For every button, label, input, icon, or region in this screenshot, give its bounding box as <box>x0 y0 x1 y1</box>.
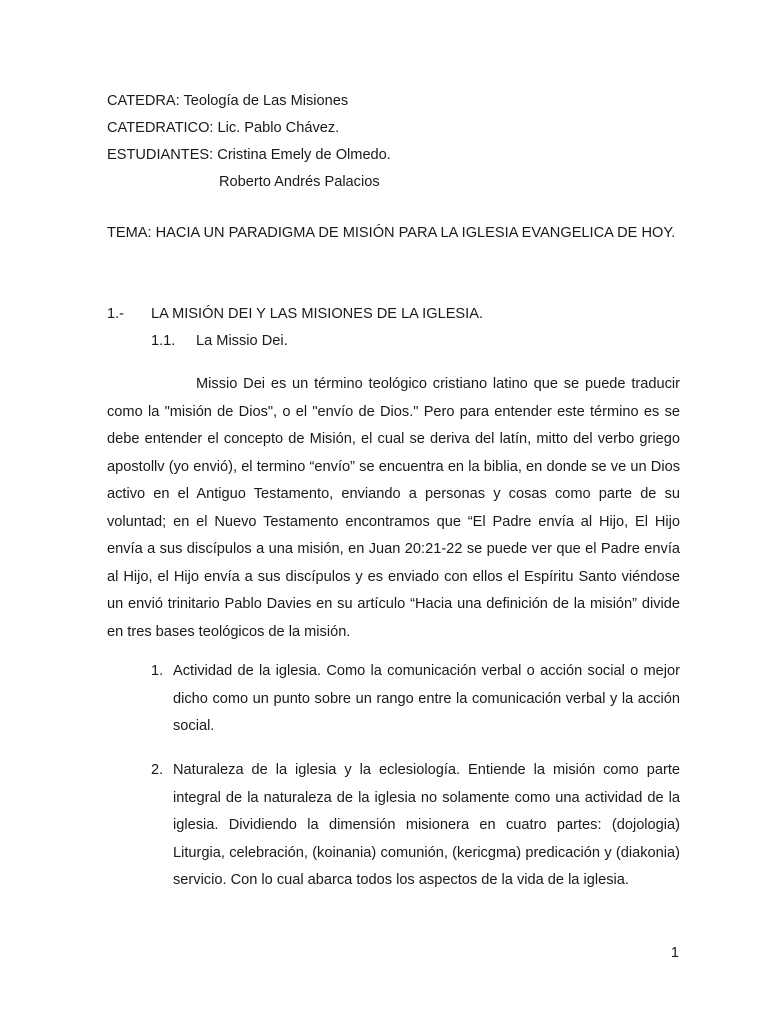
section-title: LA MISIÓN DEI Y LAS MISIONES DE LA IGLESIA. <box>151 306 483 322</box>
list-item <box>151 757 680 895</box>
catedra-line: CATEDRA: Teología de Las Misiones <box>107 93 349 109</box>
section-number: 1.- <box>107 306 125 322</box>
subsection-number: 1.1. <box>151 333 176 349</box>
list-item-number: 1. <box>151 663 164 679</box>
list-item <box>151 658 680 741</box>
page-number: 1 <box>670 945 679 961</box>
subsection-title: La Missio Dei. <box>196 333 288 349</box>
body-paragraph: Missio Dei es un término teológico cristiano latino que se puede traducir como la "misión de Dios", o el "envío de Dios." Pero para entender este término es se debe entender el concepto de Misión, el cual se deriva del latín, mitto del verbo griego apostollv (yo envió), el termino “envío” se encuentra en la biblia, en donde se ve un Dios activo en el Antiguo Testamento, enviando a personas y cosas como parte de su voluntad; en el Nuevo Testamento encontramos que “El Padre envía al Hijo, El Hijo envía a sus discípulos a una misión, en Juan 20:21-22 se puede ver que el Padre envía al Hijo, el Hijo envía a sus discípulos y es enviado con ellos el Espíritu Santo viéndose un envió trinitario Pablo Davies en su artículo “Hacia una definición de la misión” divide en tres bases teológicos de la misión. <box>107 376 680 640</box>
list-item-text: Actividad de la iglesia. Como la comunicación verbal o acción social o mejor dicho como un punto sobre un rango entre la comunicación verbal y la acción social. <box>173 663 680 734</box>
list-item-text: Naturaleza de la iglesia y la eclesiología. Entiende la misión como parte integral de la naturaleza de la iglesia no solamente como una actividad de la iglesia. Dividiendo la dimensión misionera en cuatro partes: (dojologia) Liturgia, celebración, (koinania) comunión, (kericgma) predicación y (diakonia) servicio. Con lo cual abarca todos los aspectos de la vida de la iglesia. <box>173 762 680 888</box>
catedratico-line: CATEDRATICO: Lic. Pablo Chávez. <box>107 120 340 136</box>
list-item-number: 2. <box>151 762 164 778</box>
tema-heading: TEMA: HACIA UN PARADIGMA DE MISIÓN PARA LA IGLESIA EVANGELICA DE HOY. <box>107 225 676 241</box>
student-name-line: Roberto Andrés Palacios <box>219 174 380 190</box>
estudiantes-line: ESTUDIANTES: Cristina Emely de Olmedo. <box>107 147 391 163</box>
